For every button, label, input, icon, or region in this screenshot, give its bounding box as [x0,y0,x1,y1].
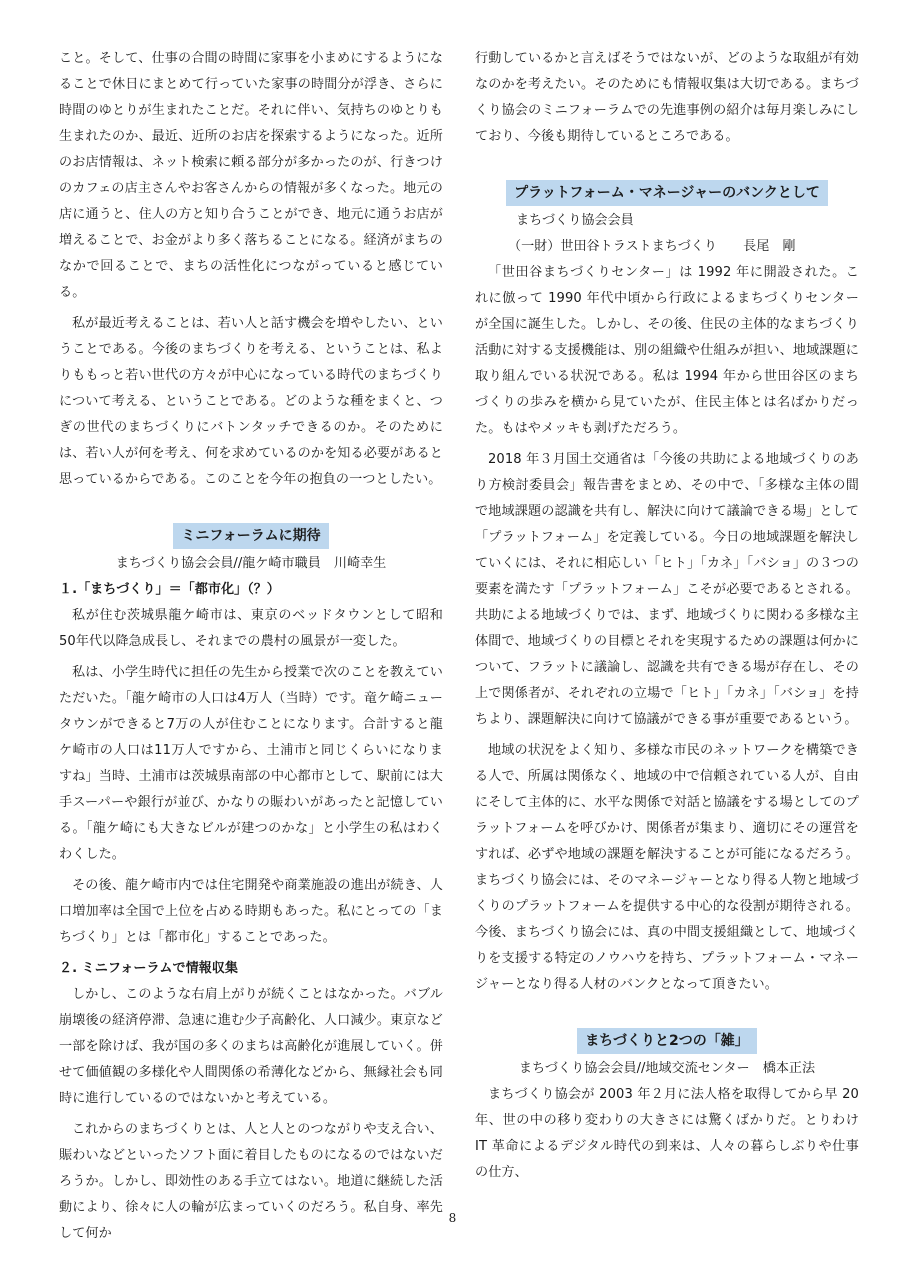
section-title: まちづくりと2つの「雑」 [577,1028,757,1054]
paragraph: 私は、小学生時代に担任の先生から授業で次のことを教えていただいた。「龍ケ崎市の人口は4万人（当時）です。竜ケ崎ニュータウンができると7万の人が住むことになります。合計すると龍ケ崎市の人口は11万人ですから、土浦市と同じくらいになりますね」当時、土浦市は茨城県南部の中心都市として、駅前には大手スーパーや銀行が並び、かなりの賑わいがあったと記憶している。「龍ケ崎にも大きなビルが建つのかな」と小学生の私はわくわくした。 [59,665,443,862]
paragraph: その後、龍ケ崎市内では住宅開発や商業施設の進出が続き、人口増加率は全国で上位を占める時期もあった。私にとっての「まちづくり」とは「都市化」することであった。 [59,878,443,945]
section-title: プラットフォーム・マネージャーのバンクとして [506,180,828,206]
paragraph: 2018 年３月国土交通省は「今後の共助による地域づくりのあり方検討委員会」報告書をまとめ、その中で、「多様な主体の間で地域課題の認識を共有し、解決に向けて議論できる場」として「プラットフォーム」を定義している。今日の地域課題を解決していくには、それに相応しい「ヒト」「カネ」「バショ」の３つの要素を満たす「プラットフォーム」こそが必要であるとされる。共助による地域づくりでは、まず、地域づくりに関わる多様な主体間で、地域づくりの目標とそれを実現するための課題は何かについて、フラットに議論し、認識を共有できる場が存在し、その上で関係者が、それぞれの立場で「ヒト」「カネ」「バショ」を持ちより、課題解決に向けて協議ができる事が重要であるという。 [475,452,859,727]
right-column [475,46,859,1191]
left-column [59,46,443,1252]
page-number: 8 [448,1211,457,1225]
paragraph: 私が住む茨城県龍ケ崎市は、東京のベッドタウンとして昭和50年代以降急成長し、それまでの農村の風景が一変した。 [59,608,443,649]
subheading: ２. ミニフォーラムで情報収集 [59,961,238,976]
subheading: １.「まちづくり」＝「都市化」（？） [59,582,280,597]
paragraph: まちづくり協会が 2003 年２月に法人格を取得してから早 20 年、世の中の移り変わりの大きさには驚くばかりだ。とりわけ IT 革命によるデジタル時代の到来は、人々の暮らしぶりや仕事の仕方、 [475,1087,859,1180]
section-heading [59,523,443,549]
section-heading [475,180,859,206]
paragraph: 行動しているかと言えばそうではないが、どのような取組が有効なのかを考えたい。そのためにも情報収集は大切である。まちづくり協会のミニフォーラムでの先進事例の紹介は毎月楽しみにしており、今後も期待しているところである。 [475,51,859,144]
paragraph: こと。そして、仕事の合間の時間に家事を小まめにするようになることで休日にまとめて行っていた家事の時間分が浮き、さらに時間のゆとりが生まれたことだ。それに伴い、気持ちのゆとりも生まれたのか、最近、近所のお店を探索するようになった。近所のお店情報は、ネット検索に頼る部分が多かったのが、行きつけのカフェの店主さんやお客さんからの情報が多くなった。地元の店に通うと、住人の方と知り合うことができ、地元に通うお店が増えることで、お金がより多く落ちることになる。経済がまちのなかで回ることで、まちの活性化につながっていると感じている。 [59,51,443,300]
paragraph: 私が最近考えることは、若い人と話す機会を増やしたい、ということである。今後のまちづくりを考える、ということは、私よりももっと若い世代の方々が中心になっている時代のまちづくりについて考える、ということである。どのような種をまくと、つぎの世代のまちづくりにバトンタッチできるのか。そのためには、若い人が何を考え、何を求めているのかを知る必要があると思っているからである。このことを今年の抱負の一つとしたい。 [59,316,443,487]
paragraph: しかし、このような右肩上がりが続くことはなかった。バブル崩壊後の経済停滞、急速に進む少子高齢化、人口減少。東京など一部を除けば、我が国の多くのまちは高齢化が進展していく。併せて価値観の多様化や人間関係の希薄化などから、無縁社会も同時に進行しているのではないかと考えている。 [59,987,443,1106]
paragraph: 地域の状況をよく知り、多様な市民のネットワークを構築できる人で、所属は関係なく、地域の中で信頼されている人が、自由にそして主体的に、水平な関係で対話と協議をする場としてのプラットフォームを呼びかけ、関係者が集まり、適切にその運営をすれば、必ずや地域の課題を解決することが可能になるだろう。まちづくり協会には、そのマネージャーとなり得る人物と地域づくりのプラットフォームを提供する中心的な役割が期待される。今後、まちづくり協会には、真の中間支援組織として、地域づくりを支援する特定のノウハウを持ち、プラットフォーム・マネージャーとなり得る人材のバンクとなって頂きたい。 [475,743,859,992]
author-byline: まちづくり協会会員//龍ケ崎市職員 川崎幸生 [115,556,387,571]
section-title: ミニフォーラムに期待 [173,523,328,549]
author-byline: まちづくり協会会員 [516,213,634,228]
paragraph: これからのまちづくりとは、人と人とのつながりや支え合い、賑わいなどといったソフト面に着目したものになるのではないだろうか。しかし、即効性のある手立てはない。地道に継続した活動により、徐々に人の輪が広まっていくのだろう。私自身、率先して何か [59,1122,443,1241]
author-byline: （一財）世田谷トラストまちづくり 長尾 剛 [508,239,796,254]
paragraph: 「世田谷まちづくりセンター」は 1992 年に開設された。これに倣って 1990 年代中頃から行政によるまちづくりセンターが全国に誕生した。しかし、その後、住民の主体的なまちづくり活動に対する支援機能は、別の組織や仕組みが担い、地域課題に取り組んでいる状況である。私は 1994 年から世田谷区のまちづくりの歩みを横から見ていたが、住民主体とは名ばかりだった。もはやメッキも剥げただろう。 [475,265,859,436]
author-byline: まちづくり協会会員//地域交流センター 橋本正法 [518,1061,816,1076]
section-heading [475,1028,859,1054]
